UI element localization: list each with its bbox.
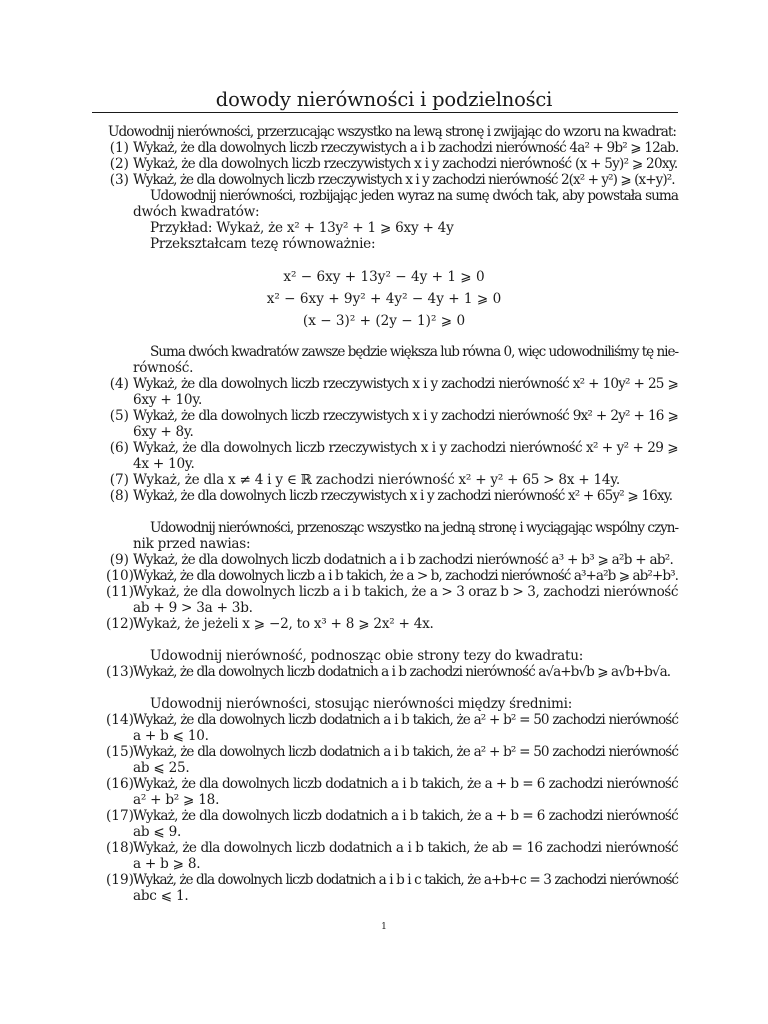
exercise-item: Wykaż, że dla dowolnych liczb rzeczywistych x i y zachodzi nierówność x² + y² + 29 ⩾ [133, 440, 678, 456]
intro-factoring-cont: nik przed nawias: [133, 536, 251, 552]
exercise-item-cont: a + b ⩽ 10. [133, 728, 209, 744]
item-number: (12) [106, 616, 134, 632]
exercise-item: Wykaż, że dla dowolnych liczb rzeczywistych x i y zachodzi nierówność x² + 65y² ⩾ 16xy. [133, 488, 673, 504]
exercise-item-cont: ab ⩽ 9. [133, 824, 182, 840]
item-number: (9) [109, 552, 129, 568]
intro-factoring: Udowodnij nierówności, przenosząc wszystko na jedną stronę i wyciągając wspólny czyn- [150, 520, 678, 536]
exercise-item-cont: abc ⩽ 1. [133, 888, 189, 904]
exercise-item-cont: 6xy + 8y. [133, 424, 194, 440]
exercise-item-cont: a + b ⩾ 8. [133, 856, 201, 872]
page-title: dowody nierówności i podzielności [215, 88, 553, 111]
item-number: (19) [106, 872, 134, 888]
equation-line: (x − 3)² + (2y − 1)² ⩾ 0 [302, 313, 466, 329]
item-number: (1) [109, 140, 129, 156]
exercise-item: Wykaż, że dla dowolnych liczb dodatnich a i b zachodzi nierówność a√a+b√b ⩾ a√b+b√a. [133, 664, 671, 680]
exercise-item: Wykaż, że dla dowolnych liczb rzeczywistych x i y zachodzi nierówność x² + 10y² + 25 ⩾ [133, 376, 678, 392]
intro-means: Udowodnij nierówności, stosując nierówności między średnimi: [150, 696, 573, 712]
title-rule [92, 112, 678, 113]
exercise-item: Wykaż, że dla dowolnych liczb a i b takich, że a > b, zachodzi nierówność a³+a²b ⩾ ab²+b³. [133, 568, 678, 584]
exercise-item: Wykaż, że dla dowolnych liczb dodatnich a i b i c takich, że a+b+c = 3 zachodzi nierówność [133, 872, 678, 888]
exercise-item-cont: 6xy + 10y. [133, 392, 203, 408]
item-number: (14) [106, 712, 134, 728]
exercise-item-cont: ab ⩽ 25. [133, 760, 190, 776]
exercise-item: Wykaż, że dla x ≠ 4 i y ∈ ℝ zachodzi nierówność x² + y² + 65 > 8x + 14y. [133, 472, 620, 488]
exercise-item-cont: a² + b² ⩾ 18. [133, 792, 220, 808]
example-line: Przykład: Wykaż, że x² + 13y² + 1 ⩾ 6xy + 4y [150, 220, 454, 236]
intro-sum-of-squares: Udowodnij nierówności, rozbijając jeden wyraz na sumę dwóch tak, aby powstała suma [150, 188, 678, 204]
page-number: 1 [381, 922, 387, 932]
intro-sum-of-squares-cont: dwóch kwadratów: [133, 204, 260, 220]
exercise-item: Wykaż, że dla dowolnych liczb rzeczywistych x i y zachodzi nierówność 9x² + 2y² + 16 ⩾ [133, 408, 678, 424]
item-number: (4) [109, 376, 129, 392]
equation-line: x² − 6xy + 13y² − 4y + 1 ⩾ 0 [283, 269, 485, 285]
item-number: (15) [106, 744, 134, 760]
item-number: (3) [109, 172, 129, 188]
item-number: (10) [106, 568, 134, 584]
exercise-item-cont: 4x + 10y. [133, 456, 195, 472]
item-number: (11) [106, 584, 134, 600]
item-number: (16) [106, 776, 134, 792]
item-number: (2) [109, 156, 129, 172]
exercise-item: Wykaż, że dla dowolnych liczb dodatnich a i b takich, że a + b = 6 zachodzi nierówność [133, 808, 678, 824]
exercise-item-cont: ab + 9 > 3a + 3b. [133, 600, 253, 616]
item-number: (17) [106, 808, 134, 824]
exercise-item: Wykaż, że dla dowolnych liczb rzeczywistych a i b zachodzi nierówność 4a² + 9b² ⩾ 12ab. [133, 140, 679, 156]
exercise-item: Wykaż, że dla dowolnych liczb dodatnich a i b takich, że ab = 16 zachodzi nierówność [133, 840, 678, 856]
conclusion-line-cont: równość. [133, 360, 194, 376]
item-number: (5) [109, 408, 129, 424]
exercise-item: Wykaż, że dla dowolnych liczb rzeczywistych x i y zachodzi nierówność (x + 5y)² ⩾ 20xy. [133, 156, 678, 172]
conclusion-line: Suma dwóch kwadratów zawsze będzie większa lub równa 0, więc udowodniliśmy tę nie- [150, 344, 678, 360]
exercise-item: Wykaż, że dla dowolnych liczb rzeczywistych x i y zachodzi nierówność 2(x² + y²) ⩾ (x+y)². [133, 172, 675, 188]
intro-squaring: Udowodnij nierówność, podnosząc obie strony tezy do kwadratu: [150, 648, 584, 664]
item-number: (18) [106, 840, 134, 856]
exercise-item: Wykaż, że jeżeli x ⩾ −2, to x³ + 8 ⩾ 2x² + 4x. [133, 616, 434, 632]
exercise-item: Wykaż, że dla dowolnych liczb a i b takich, że a > 3 oraz b > 3, zachodzi nierówność [133, 584, 678, 600]
item-number: (8) [109, 488, 129, 504]
exercise-item: Wykaż, że dla dowolnych liczb dodatnich a i b takich, że a² + b² = 50 zachodzi nierówność [133, 712, 678, 728]
exercise-item: Wykaż, że dla dowolnych liczb dodatnich a i b takich, że a² + b² = 50 zachodzi nierówność [133, 744, 678, 760]
equation-line: x² − 6xy + 9y² + 4y² − 4y + 1 ⩾ 0 [266, 291, 502, 307]
item-number: (13) [106, 664, 134, 680]
item-number: (7) [109, 472, 129, 488]
exercise-item: Wykaż, że dla dowolnych liczb dodatnich a i b zachodzi nierówność a³ + b³ ⩾ a²b + ab². [133, 552, 674, 568]
item-number: (6) [109, 440, 129, 456]
intro-squares: Udowodnij nierówności, przerzucając wszystko na lewą stronę i zwijając do wzoru na kwadrat: [108, 124, 676, 140]
exercise-item: Wykaż, że dla dowolnych liczb dodatnich a i b takich, że a + b = 6 zachodzi nierówność [133, 776, 678, 792]
transform-line: Przekształcam tezę równoważnie: [150, 236, 376, 252]
